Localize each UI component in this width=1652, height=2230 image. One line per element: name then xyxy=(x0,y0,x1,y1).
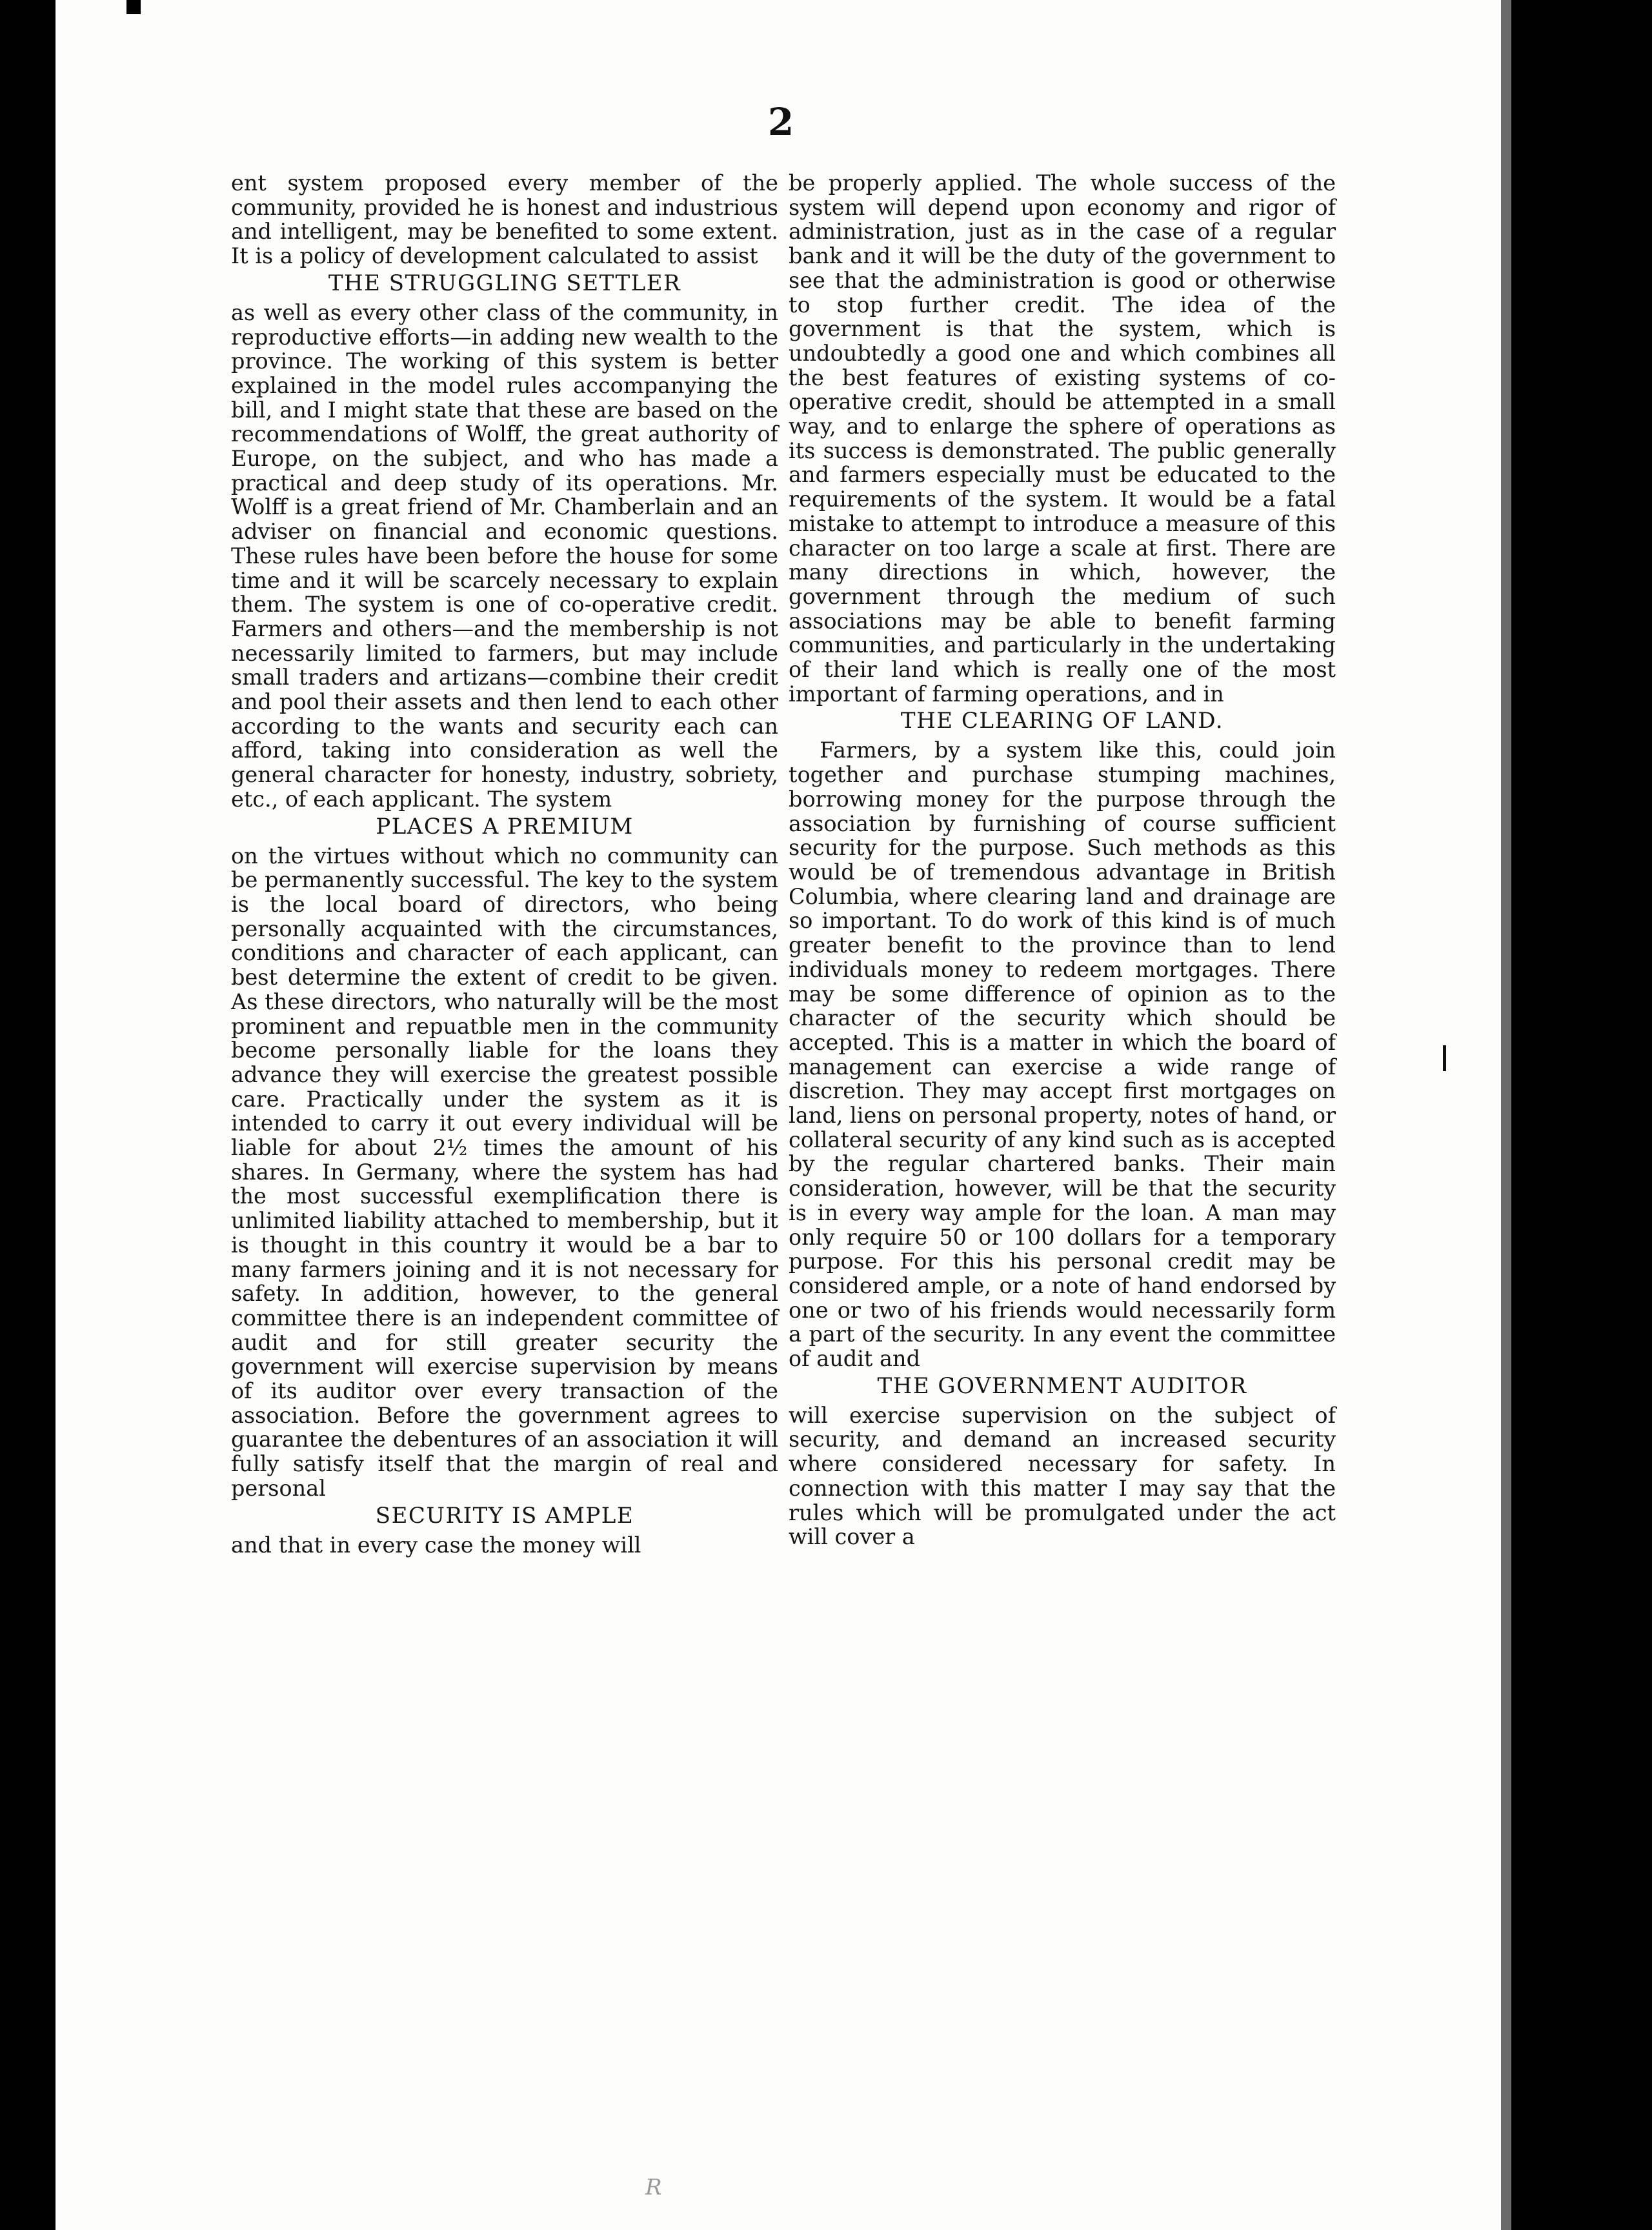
paragraph: and that in every case the money will xyxy=(231,1532,641,1558)
right-column xyxy=(789,171,1336,1549)
section-heading: THE STRUGGLING SETTLER xyxy=(328,270,681,296)
paragraph: ent system proposed every member of the community, provided he is honest and industrious and intelligent, may be benefited to some extent. It is a policy of development calculated to assist xyxy=(231,170,778,269)
paragraph: be properly applied. The whole success of the system will depend upon economy and rigor of administration, just as in the case of a regular bank and it will be the duty of the government to see that the administration is good or otherwise to stop further credit. The idea of the government is that the system, which is undoubtedly a good one and which combines all the best features of existing systems of co-operative credit, should be attempted in a small way, and to enlarge the sphere of operations as its success is demonstrated. The public generally and farmers especially must be educated to the requirements of the system. It would be a fatal mistake to attempt to introduce a measure of this character on too large a scale at first. There are many directions in which, however, the government through the medium of such associations may be able to benefit farming communities, and particularly in the undertaking of their land which is really one of the most important of farming operations, and in xyxy=(789,170,1336,707)
footer-mark: R xyxy=(645,2175,662,2200)
section-heading: THE CLEARING OF LAND. xyxy=(900,708,1224,734)
paragraph: Farmers, by a system like this, could join together and purchase stumping machines, borrowing money for the purpose through the association by furnishing of course sufficient security for the purpose. Such methods as this would be of tremendous advantage in British Columbia, where clearing land and drainage are so important. To do work of this kind is of much greater benefit to the province than to lend individuals money to redeem mortgages. There may be some difference of opinion as to the character of the security which should be accepted. This is a matter in which the board of management can exercise a wide range of discretion. They may accept first mortgages on land, liens on personal property, notes of hand, or collateral security of any kind such as is accepted by the regular chartered banks. Their main consideration, however, will be that the security is in every way ample for the loan. A man may only require 50 or 100 dollars for a temporary purpose. For this his personal credit may be considered ample, or a note of hand endorsed by one or two of his friends would necessarily form a part of the security. In any event the committee of audit and xyxy=(789,738,1336,1372)
section-heading: PLACES A PREMIUM xyxy=(376,813,634,839)
page-number: 2 xyxy=(767,100,794,144)
paragraph: will exercise supervision on the subject of security, and demand an increased security where considered necessary for safety. In connection with this matter I may say that the rules which will be promulgated under the act will cover a xyxy=(789,1402,1336,1550)
paragraph: on the virtues without which no community can be permanently successful. The key to the system is the local board of directors, who being personally acquainted with the circumstances, conditions and character of each applicant, can best determine the extent of credit to be given. As these directors, who naturally will be the most prominent and repuatble men in the community become personally liable for the loans they advance they will exercise the greatest possible care. Practically under the system as it is intended to carry it out every individual will be liable for about 2½ times the amount of his shares. In Germany, where the system has had the most successful exemplification there is unlimited liability attached to membership, but it is thought in this country it would be a bar to many farmers joining and it is not necessary for safety. In addition, however, to the general committee there is an independent committee of audit and for still greater security the government will exercise supervision by means of its auditor over every transaction of the association. Before the government agrees to guarantee the debentures of an association it will fully satisfy itself that the margin of real and personal xyxy=(231,843,778,1501)
margin-mark xyxy=(1443,1045,1446,1071)
left-column xyxy=(231,171,778,1557)
scan-notch xyxy=(126,0,141,14)
page-edge-shadow xyxy=(1501,0,1511,2230)
paragraph: as well as every other class of the community, in reproductive efforts—in adding new wealth to the province. The working of this system is better explained in the model rules accompanying the bill, and I might state that these are based on the recommendations of Wolff, the great authority of Europe, on the subject, and who has made a practical and deep study of its operations. Mr. Wolff is a great friend of Mr. Chamberlain and an adviser on financial and economic questions. These rules have been before the house for some time and it will be scarcely necessary to explain them. The system is one of co-operative credit. Farmers and others—and the membership is not necessarily limited to farmers, but may include small traders and artizans—combine their credit and pool their assets and then lend to each other according to the wants and security each can afford, taking into consideration as well the general character for honesty, industry, sobriety, etc., of each applicant. The system xyxy=(231,299,778,812)
section-heading: THE GOVERNMENT AUDITOR xyxy=(877,1372,1247,1399)
section-heading: SECURITY IS AMPLE xyxy=(375,1502,634,1529)
